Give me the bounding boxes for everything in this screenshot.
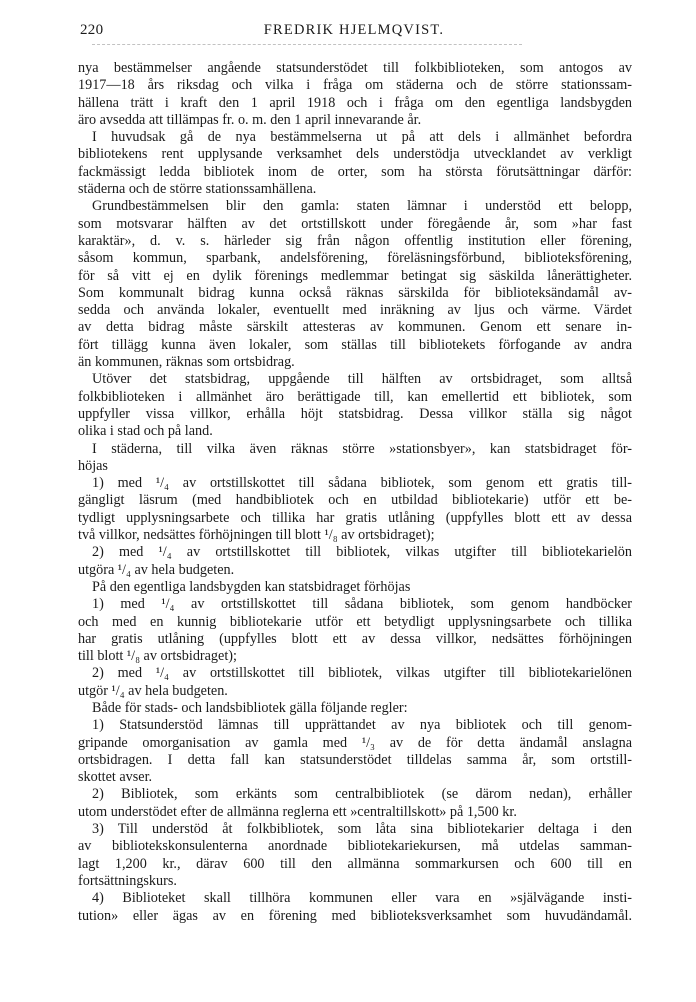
text-line: olika i stad och på land.: [78, 423, 213, 440]
text-line: fortsättningskurs.: [78, 872, 177, 889]
text-line: höjas: [78, 457, 108, 474]
text-line: utom understödet efter de allmänna reglerna ett »centraltillskott» på 1,500 kr.: [78, 803, 517, 820]
text-line: än kommunen, räknas som ortsbidrag.: [78, 354, 295, 371]
running-title: FREDRIK HJELMQVIST.: [263, 22, 445, 38]
text-line: nya bestämmelser angående statsunderstödet till folkbiblioteken, som antogos av: [78, 60, 632, 76]
text-line: bibliotekens rent upplysande verksamhet dels understödja utvecklandet av verkligt: [78, 146, 632, 163]
text-line: äro avsedda att tillämpas fr. o. m. den 1 april innevarande år.: [78, 111, 422, 128]
text-line: lagt 1,200 kr., därav 600 till den allmänna sommarkursen och 600 till en: [78, 855, 632, 872]
body-text: [78, 60, 632, 925]
text-line: fört tillägg kunna även lokaler, som ställas till bibliotekets förfogande av andra: [78, 336, 632, 353]
text-line: av bibliotekskonsulenterna anordnade bibliotekariekursen, må utdelas samman-: [78, 838, 632, 855]
text-line: gängligt läsrum (med handbibliotek och en utbildad bibliotekarie) utför ett be-: [78, 492, 632, 509]
text-line: Både för stads- och landsbibliotek gälla följande regler:: [92, 699, 408, 716]
text-line: uppfyller vissa villkor, erhålla höjt statsbidrag. Dessa villkor ställa sig något: [78, 405, 632, 422]
text-line: 1) Statsunderstöd lämnas till upprättandet av nya bibliotek och till genom-: [92, 717, 632, 734]
text-line: som motsvarar hälften av det ortstillskott under föregående år, som »har fast: [78, 215, 632, 232]
text-line: I städerna, till vilka även räknas större »stationsbyer», kan statsbidraget för-: [92, 440, 632, 457]
text-line: 1) med ¹/₄ av ortstillskottet till sådana bibliotek, som genom handböcker: [92, 596, 632, 613]
text-line: 2) med ¹/₄ av ortstillskottet till bibliotek, vilkas utgifter till bibliotekarielönen: [92, 665, 632, 682]
text-line: gripande omorganisation av gamla med ¹/₃ av de för detta ändamål anslagna: [78, 734, 632, 751]
text-line: av detta bidrag måste särskilt attesteras av kommunen. Genom ett senare in-: [78, 319, 632, 336]
page-number: 220: [80, 22, 104, 38]
text-line: I huvudsak gå de nya bestämmelserna ut på att dels i allmänhet befordra: [92, 129, 632, 146]
text-line: Utöver det statsbidrag, uppgående till hälften av ortsbidraget, som alltså: [92, 371, 632, 388]
text-line: har gratis utlåning (uppfylles blott ett av dessa villkor, nedsättes förhöjningen: [78, 630, 632, 647]
text-line: fackmässigt ledda bibliotek inom de orter, som ha största förutsättningar därför:: [78, 163, 632, 180]
text-line: sedda och använda lokaler, eventuellt med inräkning av ljus och värme. Värdet: [78, 302, 632, 319]
text-line: Grundbestämmelsen blir den gamla: staten lämnar i understöd ett belopp,: [92, 198, 632, 215]
text-line: för så vitt ej en dylik förenings medlemmar betingat sig säskilda lånerättigheter.: [78, 267, 632, 284]
text-line: utgör ¹/₄ av hela budgeten.: [78, 682, 228, 699]
text-line: 1) med ¹/₄ av ortstillskottet till sådana bibliotek, som genom ett gratis till-: [92, 475, 632, 492]
text-line: 1917—18 års riksdag och vilka i fråga om städerna och de större stationssam-: [78, 77, 632, 94]
text-line: 4) Biblioteket skall tillhöra kommunen eller vara en »självägande insti-: [92, 890, 632, 907]
text-line: hällena trätt i kraft den 1 april 1918 och i fråga om den egentliga landsbygden: [78, 94, 632, 111]
text-line: till blott ¹/₈ av ortsbidraget);: [78, 648, 237, 665]
text-line: utgöra ¹/₄ av hela budgeten.: [78, 561, 235, 578]
text-line: två villkor, nedsättes förhöjningen till blott ¹/₈ av ortsbidraget);: [78, 527, 435, 544]
text-line: ortsbidragen. I detta fall kan statsunderstödet tilldelas samma år, som ortstill-: [78, 751, 632, 768]
text-line: folkbiblioteken i allmänhet äro berättigade till, kan emellertid ett bibliotek, som: [78, 388, 632, 405]
text-line: tution» eller ägas av en förening med biblioteksverksamhet som huvudändamål.: [78, 907, 632, 924]
running-head: [80, 22, 628, 44]
text-line: 2) med ¹/₄ av ortstillskottet till bibliotek, vilkas utgifter till bibliotekarielön: [92, 544, 632, 561]
text-line: tydligt upplysningsarbete och tillika har gratis utlåning (uppfylles blott ett av dessa: [78, 509, 632, 526]
header-rule: [92, 44, 522, 45]
text-line: Som kommunalt bidrag kunna också räknas särskilda för biblioteksändamål av-: [78, 284, 632, 301]
text-line: städerna och de större stationssamhällena.: [78, 181, 317, 198]
text-line: karaktär», d. v. s. härleder sig från någon offentlig institution eller förening,: [78, 232, 632, 249]
text-line: skottet avser.: [78, 769, 153, 786]
text-line: På den egentliga landsbygden kan statsbidraget förhöjas: [92, 578, 411, 595]
text-line: och med en kunnig bibliotekarie utför ett betydligt upplysningsarbete och tillika: [78, 613, 632, 630]
text-line: 2) Bibliotek, som erkänts som centralbibliotek (se därom nedan), erhåller: [92, 786, 632, 803]
text-line: 3) Till understöd åt folkbibliotek, som låta sina bibliotekarier deltaga i den: [92, 821, 632, 838]
text-line: såsom kommun, sparbank, andelsförening, föreläsningsförbund, biblioteksförening,: [78, 250, 632, 267]
